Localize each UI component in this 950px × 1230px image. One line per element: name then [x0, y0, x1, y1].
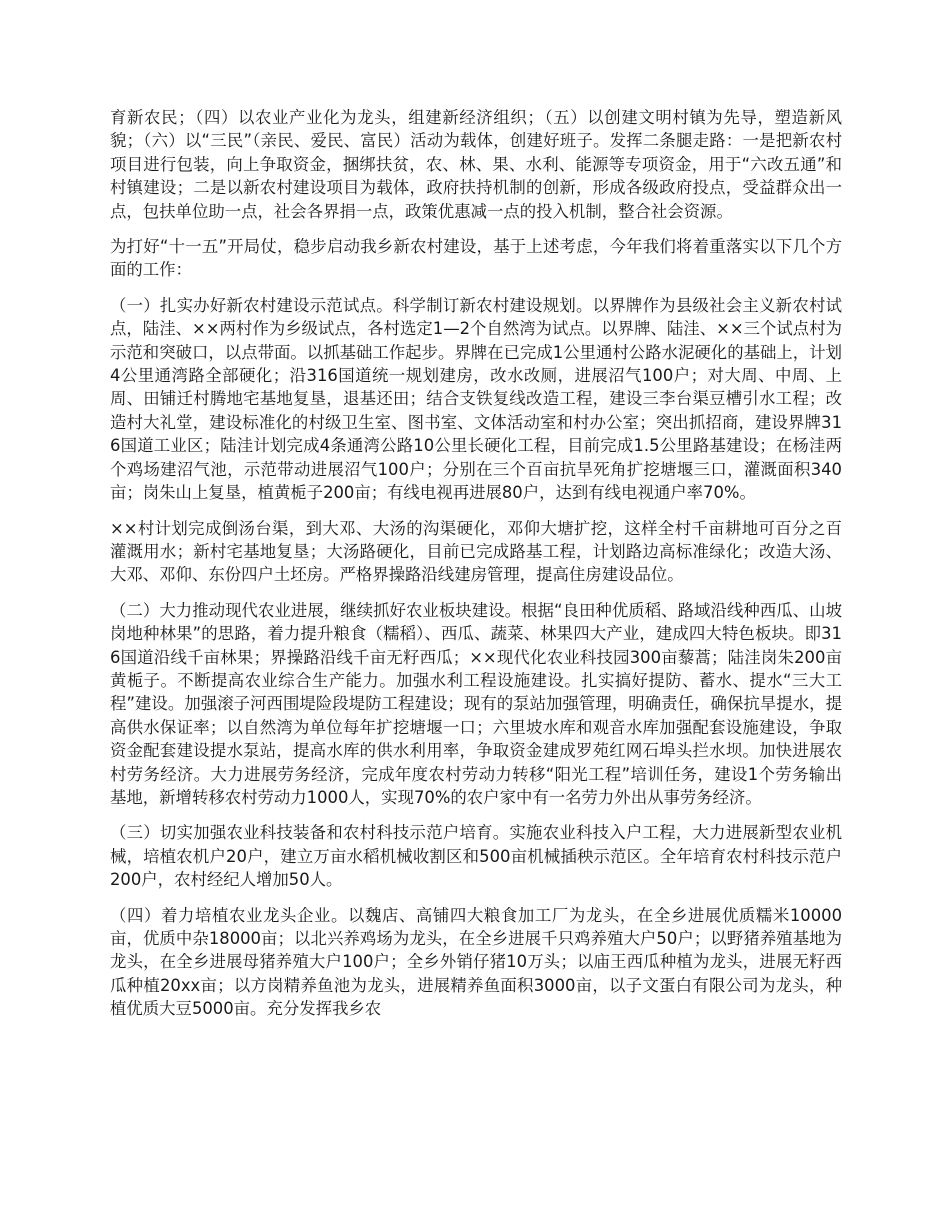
document-body	[110, 106, 842, 1033]
paragraph-2: 为打好“十一五”开局仗，稳步启动我乡新农村建设，基于上述考虑，今年我们将着重落实以下几个方面的工作：	[110, 237, 842, 280]
paragraph-1: 育新农民；（四）以农业产业化为龙头，组建新经济组织；（五）以创建文明村镇为先导，塑造新风貌；（六）以“三民”（亲民、爱民、富民）活动为载体，创建好班子。发挥二条腿走路：一是把新农村项目进行包装，向上争取资金，捆绑扶贫，农、林、果、水利、能源等专项资金，用于“六改五通”和村镇建设；二是以新农村建设项目为载体，政府扶持机制的创新，形成各级政府投点，受益群众出一点，包扶单位助一点，社会各界捐一点，政策优惠减一点的投入机制，整合社会资源。	[110, 108, 842, 221]
paragraph-7: （四）着力培植农业龙头企业。以魏店、高铺四大粮食加工厂为龙头，在全乡进展优质糯米10000亩，优质中杂18000亩；以北兴养鸡场为龙头，在全乡进展千只鸡养殖大户50户；以野猪养殖基地为龙头，在全乡进展母猪养殖大户100户；全乡外销仔猪10万头；以庙王西瓜种植为龙头，进展无籽西瓜种植20xx亩；以方岗精养鱼池为龙头，进展精养鱼面积3000亩，以子文蛋白有限公司为龙头，种植优质大豆5000亩。充分发挥我乡农	[110, 905, 842, 1019]
paragraph-6: （三）切实加强农业科技装备和农村科技示范户培育。实施农业科技入户工程，大力进展新型农业机械，培植农机户20户，建立万亩水稻机械收割区和500亩机械插秧示范区。全年培育农村科技示范户200户，农村经纪人增加50人。	[110, 823, 842, 890]
paragraph-3: （一）扎实办好新农村建设示范试点。科学制订新农村建设规划。以界牌作为县级社会主义新农村试点，陆洼、××两村作为乡级试点，各村选定1—2个自然湾为试点。以界牌、陆洼、××三个试点村为示范和突破口，以点带面。以抓基础工作起步。界牌在已完成1公里通村公路水泥硬化的基础上，计划4公里通湾路全部硬化；沿316国道统一规划建房，改水改厕，进展沼气100户；对大周、中周、上周、田铺迁村腾地宅基地复垦，退基还田；结合支铁复线改造工程，建设三李台渠豆槽引水工程；改造村大礼堂，建设标准化的村级卫生室、图书室、文体活动室和村办公室；突出抓招商，建设界牌316国道工业区；陆洼计划完成4条通湾公路10公里长硬化工程，目前完成1.5公里路基建设；在杨洼两个鸡场建沼气池，示范带动进展沼气100户；分别在三个百亩抗旱死角扩挖塘堰三口，灌溉面积340亩；岗朱山上复垦，植黄栀子200亩；有线电视再进展80户，达到有线电视通户率70%。	[110, 295, 842, 503]
paragraph-4: ××村计划完成倒汤台渠，到大邓、大汤的沟渠硬化，邓仰大塘扩挖，这样全村千亩耕地可百分之百灌溉用水；新村宅基地复垦；大汤路硬化，目前已完成路基工程，计划路边高标准绿化；改造大汤、大邓、邓仰、东份四户土坯房。严格界操路沿线建房管理，提高住房建设品位。	[110, 518, 842, 585]
paragraph-5: （二）大力推动现代农业进展，继续抓好农业板块建设。根据“良田种优质稻、路域沿线种西瓜、山坡岗地种林果”的思路，着力提升粮食（糯稻）、西瓜、蔬菜、林果四大产业，建成四大特色板块。即316国道沿线千亩林果；界操路沿线千亩无籽西瓜；××现代化农业科技园300亩藜蒿；陆洼岗朱200亩黄栀子。不断提高农业综合生产能力。加强水利工程设施建设。扎实搞好提防、蓄水、提水“三大工程”建设。加强滚子河西围堤险段堤防工程建设；现有的泵站加强管理，明确责任，确保抗旱提水，提高供水保证率；以自然湾为单位每年扩挖塘堰一口；六里坡水库和观音水库加强配套设施建设，争取资金配套建设提水泵站，提高水库的供水利用率，争取资金建成罗苑红网石埠头拦水坝。加快进展农村劳务经济。大力进展劳务经济，完成年度农村劳动力转移“阳光工程”培训任务，建设1个劳务输出基地，新增转移农村劳动力1000人，实现70%的农户家中有一名劳力外出从事劳务经济。	[110, 600, 842, 807]
